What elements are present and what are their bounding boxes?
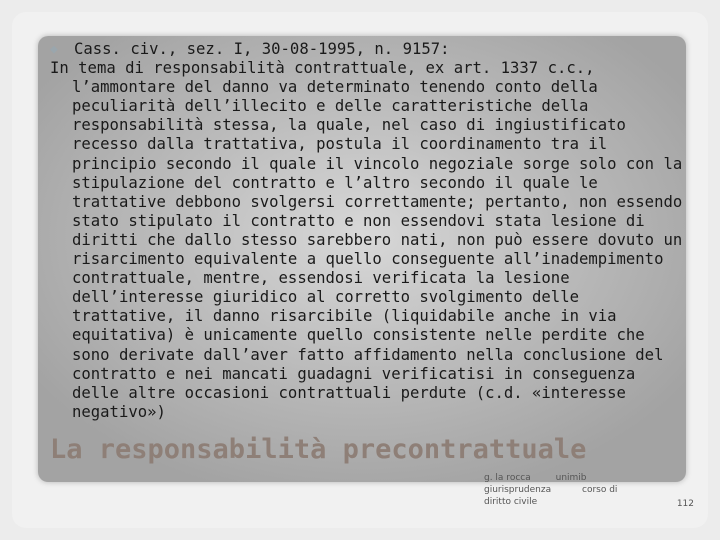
diamond-bullet-icon: ◆ bbox=[50, 42, 58, 57]
citation-text: Cass. civ., sez. I, 30-08-1995, n. 9157: bbox=[74, 40, 450, 58]
slide-body bbox=[50, 40, 690, 422]
footer-author: g. la rocca bbox=[484, 473, 531, 483]
footer-info bbox=[484, 472, 654, 508]
slide-title: La responsabilità precontrattuale bbox=[50, 434, 587, 465]
footer-institution: unimib bbox=[555, 473, 587, 483]
footer-department: giurisprudenza bbox=[484, 485, 552, 495]
citation-line bbox=[50, 40, 690, 59]
footer-course-name: diritto civile bbox=[484, 497, 538, 507]
page-number: 112 bbox=[676, 499, 694, 509]
case-summary-paragraph: In tema di responsabilità contrattuale, ex art. 1337 c.c., l’ammontare del danno va determinato tenendo conto della peculiarità dell’illecito e delle caratteristiche della responsabilità stessa, la quale, nel caso di ingiustificato recesso dalla trattativa, postula il coordinamento tra il principio secondo il quale il vincolo negoziale sorge solo con la stipulazione del contratto e l’altro secondo il quale le trattative debbono svolgersi correttamente; pertanto, non essendo stato stipulato il contratto e non essendovi stata lesione di diritti che dallo stesso sarebbero nati, non può essere dovuto un risarcimento equivalente a quello conseguente all’inadempimento contrattuale, mentre, essendosi verificata la lesione dell’interesse giuridico al corretto svolgimento delle trattative, il danno risarcibile (liquidabile anche in via equitativa) è unicamente quello consistente nelle perdite che sono derivate dall’aver fatto affidamento nella conclusione del contratto e nei mancati guadagni verificatisi in conseguenza delle altre occasioni contrattuali perdute (c.d. «interesse negativo») bbox=[50, 59, 683, 421]
footer-course-label: corso di bbox=[582, 485, 618, 495]
